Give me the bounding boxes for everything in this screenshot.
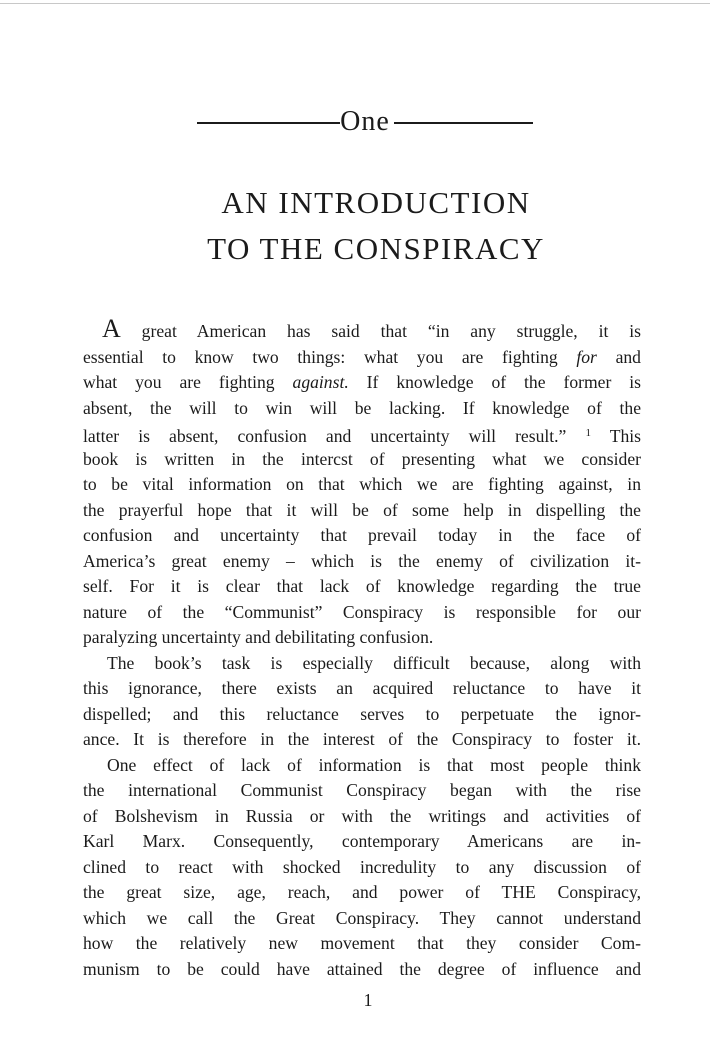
paragraph-1-line: latter is absent, confusion and uncertainty will result.” $^1$ This: [83, 426, 641, 446]
chapter-number-heading: [0, 104, 710, 140]
paragraph-1-line: America’s great enemy – which is the enemy of civilization it-: [83, 550, 641, 571]
paragraph-1-line: self. For it is clear that lack of knowledge regarding the true: [83, 576, 641, 596]
paragraph-1-line: essential to know two things: what you are fighting for and: [83, 346, 641, 367]
paragraph-3-line: which we call the Great Conspiracy. They cannot understand: [83, 907, 641, 928]
paragraph-3-line: how the relatively new movement that they consider Com-: [83, 933, 641, 953]
paragraph-2-line: dispelled; and this reluctance serves to perpetuate the ignor-: [83, 703, 641, 724]
paragraph-2-line: ance. It is therefore in the interest of the Conspiracy to foster it.: [83, 729, 641, 749]
paragraph-3-line: the great size, age, reach, and power of THE Conspiracy,: [83, 882, 641, 902]
page-number: 1: [363, 990, 373, 1010]
paragraph-1-line: nature of the “Communist” Conspiracy is responsible for our: [83, 601, 641, 622]
emphasis-for: for: [576, 346, 597, 367]
paragraph-1-line: A great American has said that “in any struggle, it is: [102, 314, 641, 343]
paragraph-1-line: what you are fighting against. If knowledge of the former is: [83, 372, 641, 392]
paragraph-3-line: the international Communist Conspiracy began with the rise: [83, 780, 641, 800]
chapter-title-line-2: TO THE CONSPIRACY: [207, 231, 545, 266]
paragraph-3-line: One effect of lack of information is that most people think: [107, 754, 641, 775]
paragraph-1-line: to be vital information on that which we are fighting against, in: [83, 474, 641, 494]
paragraph-1-line: confusion and uncertainty that prevail today in the face of: [83, 525, 641, 545]
paragraph-1-line: paralyzing uncertainty and debilitating confusion.: [83, 627, 434, 647]
paragraph-2-line: this ignorance, there exists an acquired reluctance to have it: [83, 678, 641, 698]
paragraph-3-line: munism to be could have attained the degree of influence and: [83, 958, 641, 979]
body-text: [83, 314, 641, 982]
initial-letter: A: [102, 314, 121, 343]
paragraph-3-line: clined to react with shocked incredulity to any discussion of: [83, 856, 641, 877]
chapter-title-line-1: AN INTRODUCTION: [221, 185, 531, 220]
right-heading-rule: [394, 122, 533, 124]
paragraph-3-line: of Bolshevism in Russia or with the writings and activities of: [83, 805, 641, 826]
footnote-reference: 1: [585, 427, 591, 439]
emphasis-against: against.: [292, 372, 349, 392]
paragraph-1-line: the prayerful hope that it will be of some help in dispelling the: [83, 499, 641, 520]
top-border-line: [0, 3, 710, 4]
left-heading-rule: [197, 122, 340, 124]
chapter-number: One: [340, 106, 390, 137]
paragraph-1-line: book is written in the intercst of presenting what we consider: [83, 448, 641, 469]
chapter-title: [0, 180, 710, 272]
paragraph-3-line: Karl Marx. Consequently, contemporary Americans are in-: [83, 831, 641, 851]
paragraph-2-line: The book’s task is especially difficult because, along with: [107, 652, 641, 673]
paragraph-1-line: absent, the will to win will be lacking. If knowledge of the: [83, 397, 641, 418]
